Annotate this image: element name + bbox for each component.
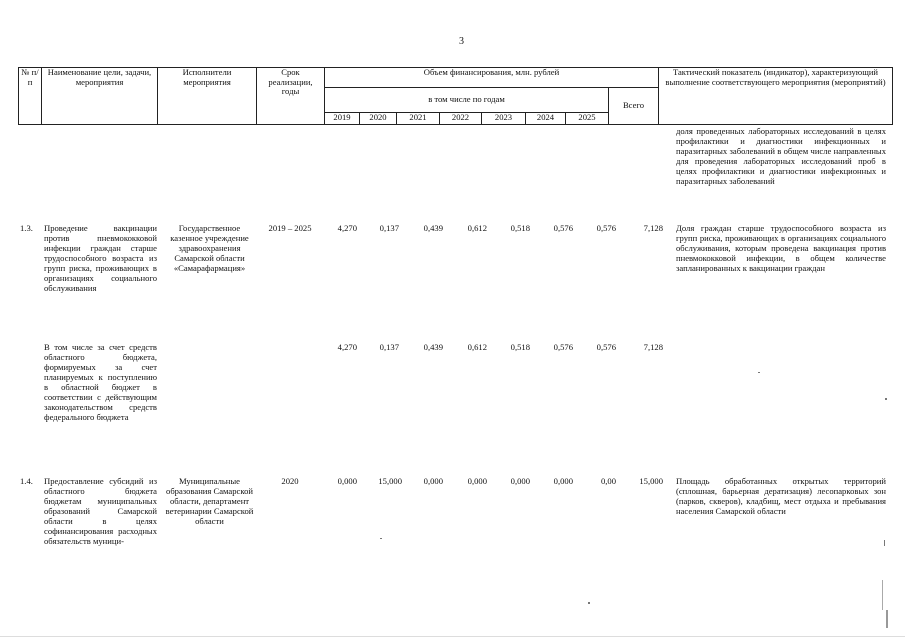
- header-indicator: Тактический показатель (индикатор), характеризующий выполнение соответствующего мероприятия (мероприятий): [659, 68, 893, 125]
- continued-indicator: доля проведенных лабораторных исследований в целях профилактики и диагностики инфекционных и паразитарных заболеваний в общем числе направленных для проведения лабораторных исследований проб в целях профилактики и диагностики инфекционных и паразитарных заболеваний: [676, 126, 886, 187]
- header-name: Наименование цели, задачи, мероприятия: [42, 68, 158, 125]
- header-no: № п/п: [19, 68, 42, 125]
- scan-speck: [886, 610, 888, 628]
- page-number: 3: [459, 36, 464, 47]
- value-2025: 0,576: [596, 342, 616, 352]
- value-2021: 0,439: [423, 342, 443, 352]
- scan-edge-line: [0, 636, 905, 637]
- header-total: Всего: [609, 88, 659, 125]
- value-2021: 0,439: [423, 223, 443, 233]
- value-2025: 0,576: [596, 223, 616, 233]
- row-executor: Муниципальные образования Самарской области, департамент ветеринарии Самарской области: [165, 476, 254, 527]
- row-term: 2020: [281, 476, 299, 486]
- header-financing: Объем финансирования, млн. рублей: [325, 68, 659, 88]
- header-year: 2025: [566, 113, 609, 125]
- header-year: 2020: [360, 113, 397, 125]
- scan-speck: [588, 602, 590, 604]
- value-total: 15,000: [639, 476, 663, 486]
- value-total: 7,128: [643, 223, 663, 233]
- scan-speck: [758, 372, 760, 373]
- value-2020: 0,137: [379, 223, 399, 233]
- value-2024: 0,576: [553, 342, 573, 352]
- value-2020: 0,137: [379, 342, 399, 352]
- table-header: [18, 67, 893, 125]
- scan-speck: [884, 540, 885, 546]
- row-name: Предоставление субсидий из областного бюджета бюджетам муниципальных образований Самарской области в целях софинансирования расходных обязательств муници-: [44, 476, 157, 547]
- row-term: 2019 – 2025: [268, 223, 312, 233]
- row-indicator: Доля граждан старше трудоспособного возраста из групп риска, проживающих в организациях социального обслуживания, которым проведена вакцинация против пневмококковой инфекции, в общем количестве запланированных к вакцинации граждан: [676, 223, 886, 274]
- header-year: 2024: [526, 113, 566, 125]
- scan-speck: [885, 398, 887, 400]
- row-number: 1.4.: [20, 476, 33, 486]
- row-executor: Государственное казенное учреждение здравоохранения Самарской области «Самарафармация»: [170, 223, 249, 274]
- value-2023: 0,000: [510, 476, 530, 486]
- value-total: 7,128: [643, 342, 663, 352]
- value-2024: 0,000: [553, 476, 573, 486]
- value-2022: 0,612: [467, 223, 487, 233]
- value-2024: 0,576: [553, 223, 573, 233]
- header-year: 2021: [397, 113, 440, 125]
- value-2019: 0,000: [337, 476, 357, 486]
- header-year: 2023: [482, 113, 526, 125]
- value-2023: 0,518: [510, 223, 530, 233]
- value-2023: 0,518: [510, 342, 530, 352]
- header-by-year: в том числе по годам: [325, 88, 609, 113]
- row-name: В том числе за счет средств областного бюджета, формируемых за счет планируемых к поступлению в областной бюджет в соответствии с действующим законодательством средств федерального бюджета: [44, 342, 157, 423]
- value-2019: 4,270: [337, 342, 357, 352]
- value-2019: 4,270: [337, 223, 357, 233]
- row-name: Проведение вакцинации против пневмококковой инфекции граждан старше трудоспособного возраста из групп риска, проживающих в организациях социального обслуживания: [44, 223, 157, 294]
- scan-speck: [380, 538, 382, 539]
- header-year: 2022: [440, 113, 482, 125]
- value-2020: 15,000: [378, 476, 402, 486]
- header-executor: Исполнители мероприятия: [158, 68, 257, 125]
- value-2025: 0,00: [600, 476, 616, 486]
- header-year: 2019: [325, 113, 360, 125]
- row-indicator: Площадь обработанных открытых территорий (сплошная, барьерная дератизация) лесопарковых зон (парков, скверов), кладбищ, мест отдыха и пребывания населения Самарской области: [676, 476, 886, 517]
- row-number: 1.3.: [20, 223, 33, 233]
- value-2022: 0,000: [467, 476, 487, 486]
- value-2022: 0,612: [467, 342, 487, 352]
- value-2021: 0,000: [423, 476, 443, 486]
- header-term: Срок реализации, годы: [257, 68, 325, 125]
- scan-speck: [882, 580, 883, 610]
